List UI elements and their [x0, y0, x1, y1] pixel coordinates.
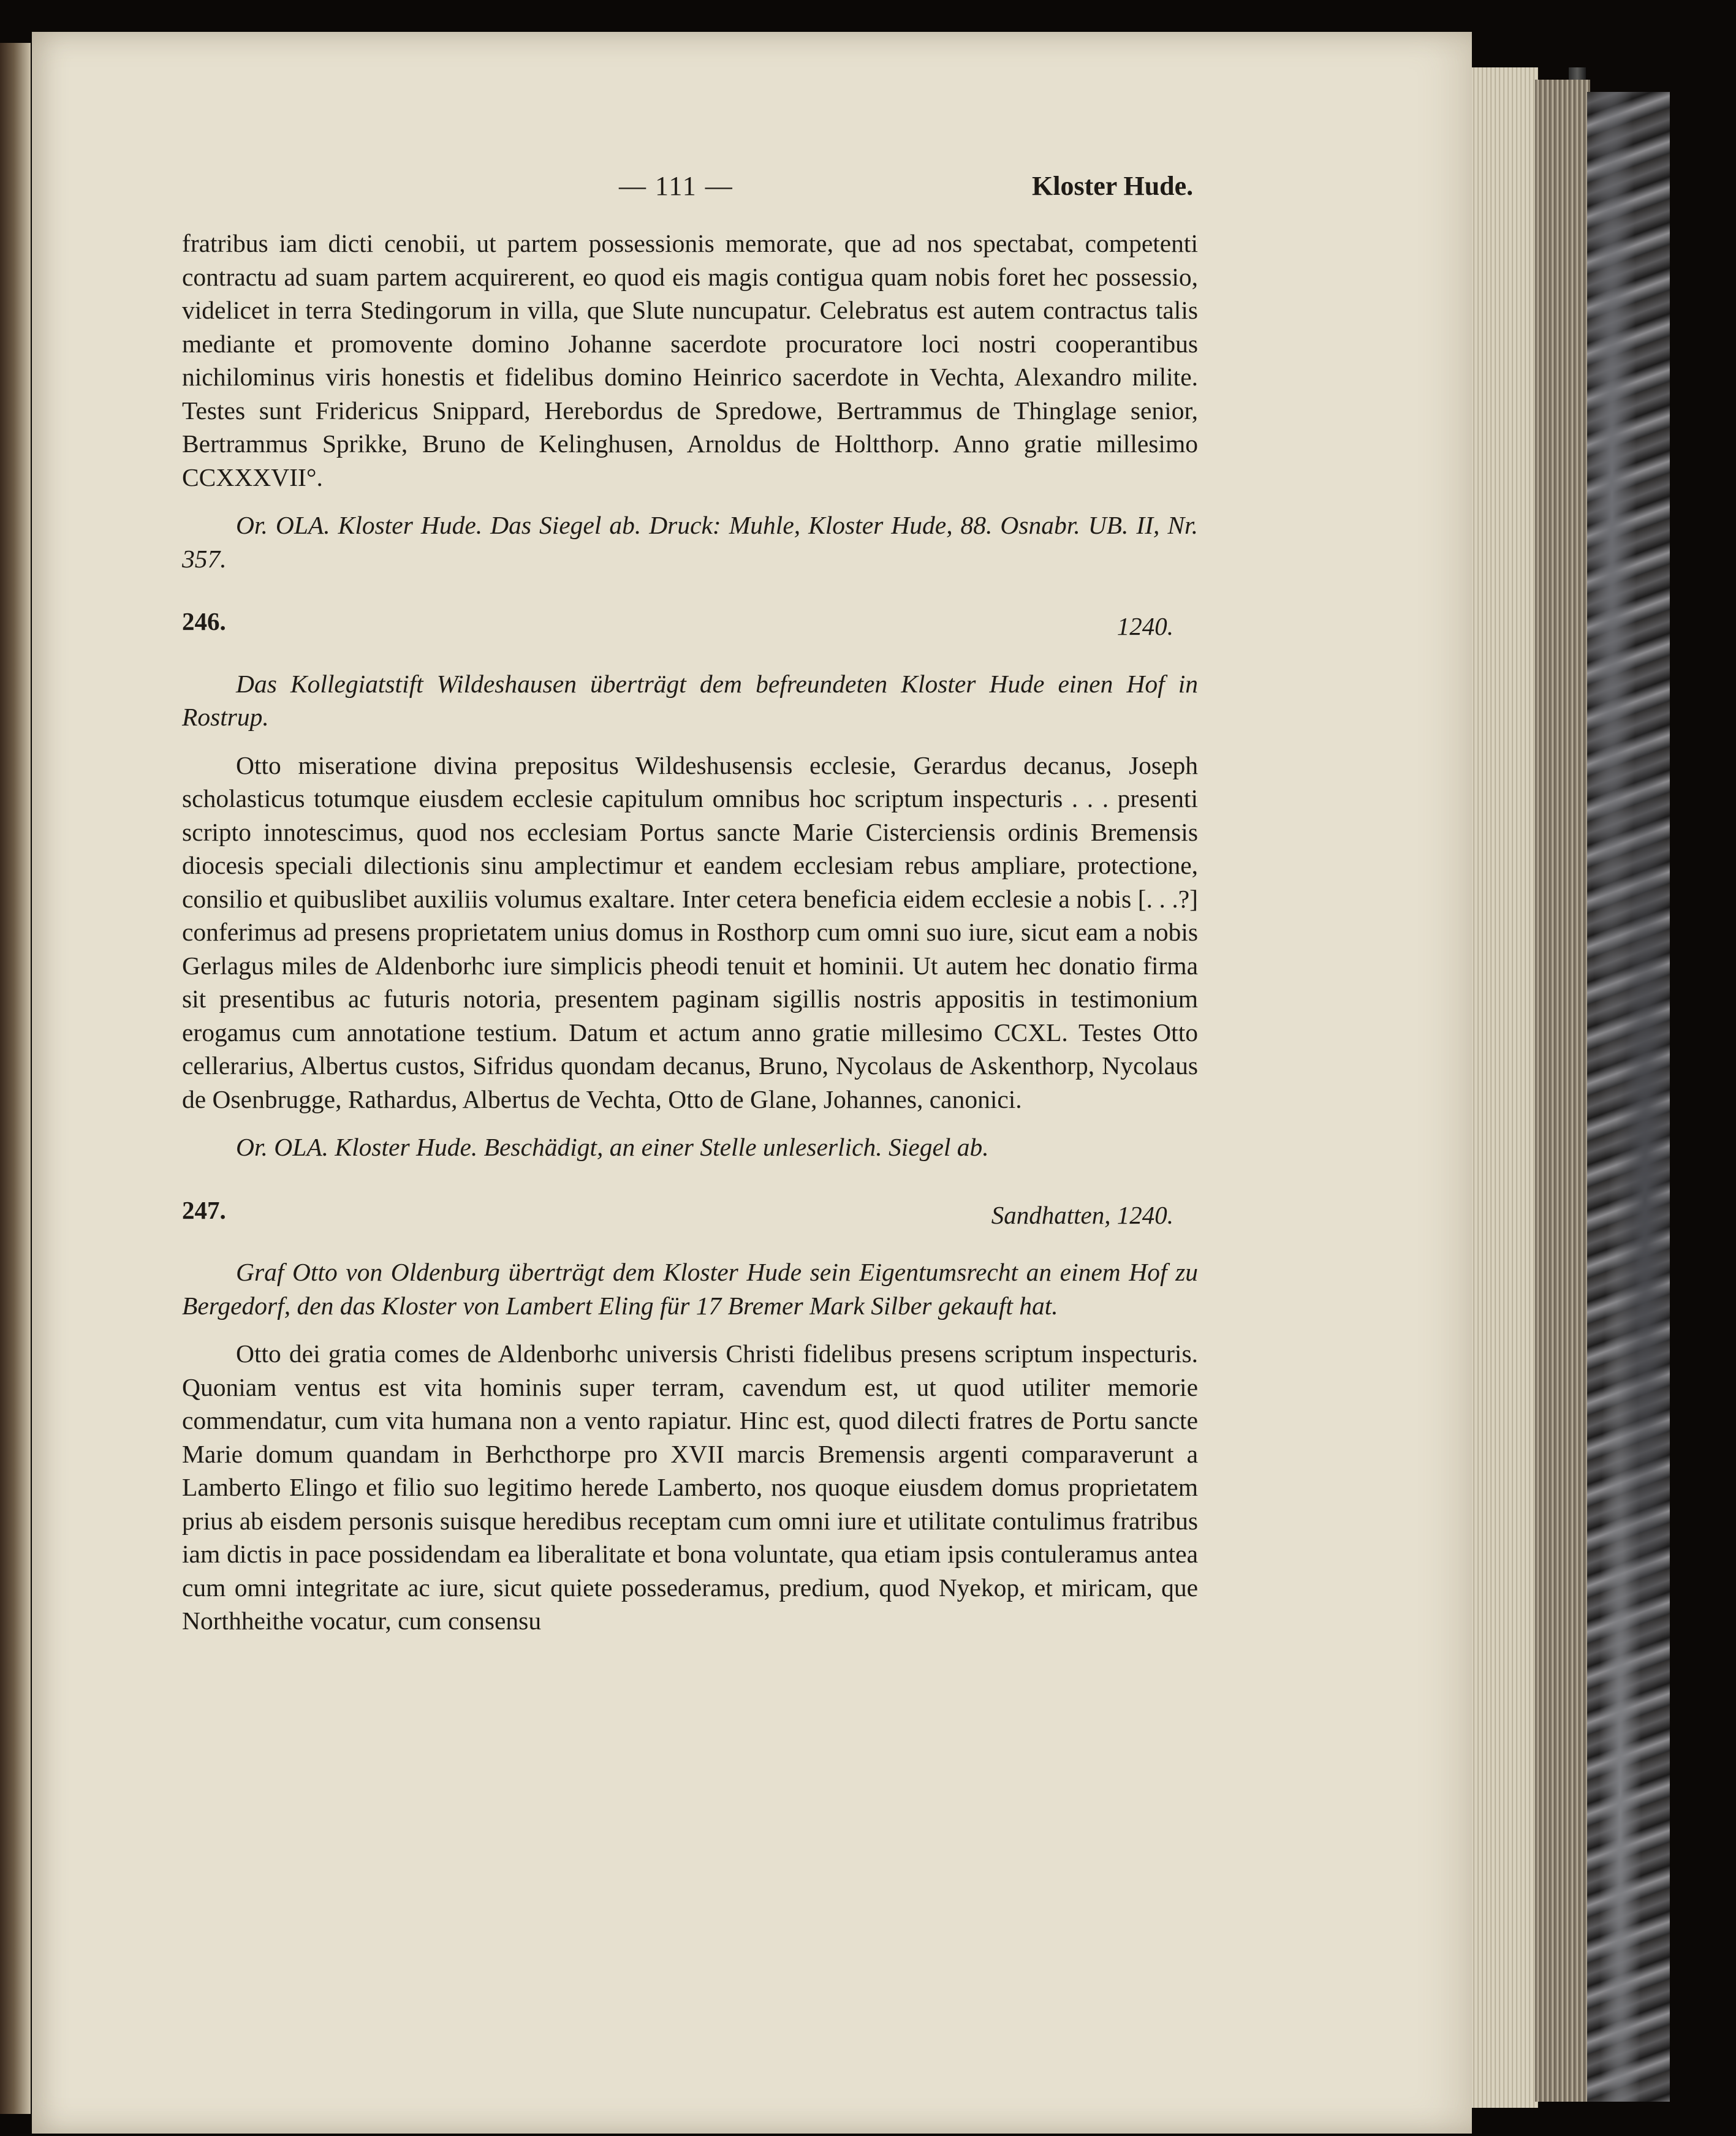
document-date: 1240. — [1116, 612, 1173, 640]
document-heading-247 — [182, 1194, 1198, 1230]
document-heading-246 — [182, 605, 1198, 642]
continuation-paragraph: fratribus iam dicti cenobii, ut partem possessionis memorate, que ad nos spectabat, competenti contractu ad suam partem acquirerent, eo quod eis magis contigua quam nobis foret hec possessio, videlicet in terra Stedingorum in villa, que Slute nuncupatur. Celebratus est autem contractus talis mediante et promovente domino Johanne sacerdote procuratore loci nostri cooperantibus nichilominus viris honestis et fidelibus domino Heinrico sacerdote in Vechta, Alexandro milite. Testes sunt Fridericus Snippard, Herebordus de Spredowe, Bertrammus de Thinglage senior, Bertrammus Sprikke, Bruno de Kelinghusen, Arnoldus de Holtthorp. Anno gratie millesimo CCXXXVII°. — [182, 229, 1198, 491]
document-number: 246. — [182, 607, 226, 635]
document-text: Otto dei gratia comes de Aldenborhc universis Christi fidelibus presens scriptum inspecturis. Quoniam ventus est vita hominis super terram, cavendum est, ut quod utiliter memorie commendatur, cum vita humana non a vento rapiatur. Hinc est, quod dilecti fratres de Portu sancte Marie domum quandam in Berhcthorpe pro XVII marcis Bremensis argenti comparaverunt a Lamberto Elingo et filio suo legitimo herede Lamberto, nos quoque eiusdem domus proprietatem prius ab eisdem personis suisque heredibus receptam cum omni iure et utilitate contulimus fratribus iam dictis in pace possidendam ea liberalitate et bona voluntate, qua etiam ipsis contuleramus antea cum omni integritate ac iure, sicut quiete possederamus, predium, quod Nyekop, et miricam, que Northheithe vocatur, cum consensu — [182, 1339, 1198, 1635]
text-block — [182, 227, 1198, 1638]
running-head: Kloster Hude. — [1032, 171, 1194, 201]
facing-page-edge — [0, 43, 31, 2114]
document-regest: Das Kollegiatstift Wildeshausen überträgt dem befreundeten Kloster Hude einen Hof in Rostrup. — [182, 669, 1198, 731]
document-regest: Graf Otto von Oldenburg überträgt dem Kloster Hude sein Eigentumsrecht an einem Hof zu Bergedorf, den das Kloster von Lambert Eling für 17 Bremer Mark Silber gekauft hat. — [182, 1258, 1198, 1320]
page-number: — 111 — — [619, 171, 733, 201]
page-header — [0, 170, 1736, 207]
cover-edge — [1535, 80, 1590, 2102]
document-text: Otto miseratione divina prepositus Wildeshusensis ecclesie, Gerardus decanus, Joseph scholasticus totumque eiusdem ecclesie capitulum omnibus hoc scriptum inspecturis . . . presenti scripto innotescimus, quod nos ecclesiam Portus sancte Marie Cisterciensis ordinis Bremensis diocesis speciali dilectionis sinu amplectimur et eandem ecclesiam rebus ampliare, protectione, consilio et quibuslibet auxiliis volumus exaltare. Inter cetera beneficia eidem ecclesie a nobis [. . .?] conferimus ad presens proprietatem unius domus in Rosthorp cum omni suo iure, sicut eam a nobis Gerlagus miles de Aldenborhc iure simplicis pheodi tenuit et hominii. Ut autem hec donatio firma sit presentibus ac futuris notoria, presentem paginam sigillis nostris appositis in testimonium erogamus cum annotatione testium. Datum et actum anno gratie millesimo CCXL. Testes Otto cellerarius, Albertus custos, Sifridus quondam decanus, Bruno, Nycolaus de Askenthorp, Nycolaus de Osenbrugge, Rathardus, Albertus de Vechta, Otto de Glane, Johannes, canonici. — [182, 751, 1198, 1113]
document-date: Sandhatten, 1240. — [991, 1200, 1173, 1229]
marbled-cover — [1587, 92, 1670, 2102]
source-note: Or. OLA. Kloster Hude. Das Siegel ab. Druck: Muhle, Kloster Hude, 88. Osnabr. UB. II, Nr. 357. — [182, 511, 1198, 573]
book-page-edges — [1471, 67, 1538, 2108]
source-note: Or. OLA. Kloster Hude. Beschädigt, an einer Stelle unleserlich. Siegel ab. — [236, 1133, 989, 1161]
document-number: 247. — [182, 1195, 226, 1224]
